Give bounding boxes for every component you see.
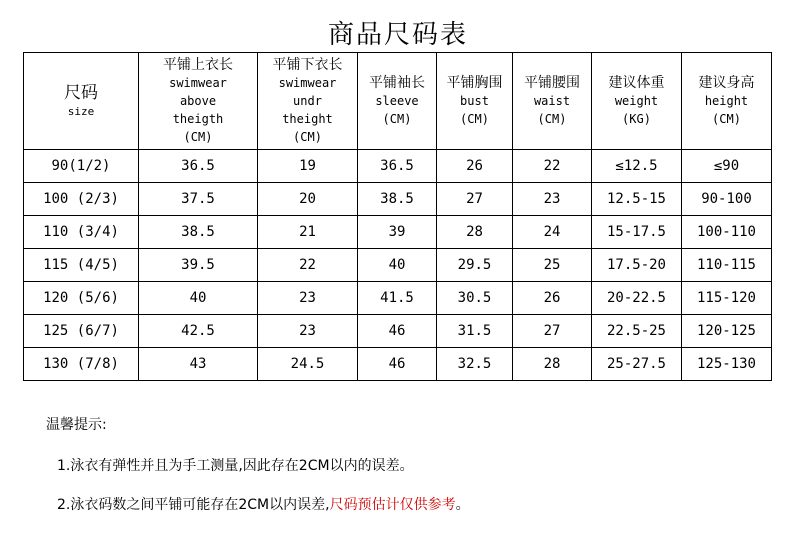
table-cell: 36.5 bbox=[358, 150, 437, 183]
table-cell: 110-115 bbox=[682, 249, 772, 282]
table-header-row bbox=[24, 53, 772, 150]
table-cell: ≤90 bbox=[682, 150, 772, 183]
table-cell: 20 bbox=[258, 183, 358, 216]
header-en: weight bbox=[614, 94, 659, 108]
table-cell: 23 bbox=[258, 282, 358, 315]
table-row bbox=[24, 315, 772, 348]
header-en: above bbox=[179, 94, 217, 108]
header-en: sleeve bbox=[375, 94, 419, 108]
size-cell: 130 (7/8) bbox=[24, 348, 139, 381]
header-en: height bbox=[704, 94, 749, 108]
header-cn: 平铺腰围 bbox=[524, 75, 580, 91]
table-cell: 27 bbox=[437, 183, 513, 216]
table-cell: 28 bbox=[437, 216, 513, 249]
size-cell: 125 (6/7) bbox=[24, 315, 139, 348]
table-cell: 39.5 bbox=[139, 249, 258, 282]
table-cell: 36.5 bbox=[139, 150, 258, 183]
header-en: swimwear bbox=[169, 76, 227, 90]
note-2-text: 2.泳衣码数之间平铺可能存在2CM以内误差, bbox=[57, 497, 330, 513]
header-en: (CM) bbox=[460, 112, 489, 126]
header-cn: 平铺胸围 bbox=[446, 75, 503, 91]
header-cn: 平铺上衣长 bbox=[163, 57, 233, 73]
table-cell: 23 bbox=[258, 315, 358, 348]
table-cell: 120-125 bbox=[682, 315, 772, 348]
table-cell: 40 bbox=[139, 282, 258, 315]
table-cell: 46 bbox=[358, 315, 437, 348]
header-cn: 平铺下衣长 bbox=[272, 57, 343, 73]
table-cell: 46 bbox=[358, 348, 437, 381]
table-cell: 25 bbox=[513, 249, 592, 282]
size-cell: 110 (3/4) bbox=[24, 216, 139, 249]
table-cell: 25-27.5 bbox=[592, 348, 682, 381]
table-row bbox=[24, 183, 772, 216]
table-cell: 22.5-25 bbox=[592, 315, 682, 348]
table-cell: 100-110 bbox=[682, 216, 772, 249]
table-cell: 38.5 bbox=[139, 216, 258, 249]
table-cell: 17.5-20 bbox=[592, 249, 682, 282]
tips-title: 温馨提示: bbox=[46, 417, 107, 433]
table-cell: 41.5 bbox=[358, 282, 437, 315]
table-row bbox=[24, 282, 772, 315]
table-cell: 37.5 bbox=[139, 183, 258, 216]
header-en: swimwear bbox=[278, 76, 337, 90]
table-cell: 24 bbox=[513, 216, 592, 249]
header-en: (CM) bbox=[183, 130, 213, 144]
table-body bbox=[24, 150, 772, 381]
note-2-highlight: 尺码预估计仅供参考 bbox=[329, 497, 456, 513]
table-cell: 125-130 bbox=[682, 348, 772, 381]
table-cell: 19 bbox=[258, 150, 358, 183]
table-row bbox=[24, 249, 772, 282]
size-cell: 100 (2/3) bbox=[24, 183, 139, 216]
table-cell: 31.5 bbox=[437, 315, 513, 348]
table-row bbox=[24, 150, 772, 183]
size-chart-table bbox=[23, 52, 772, 381]
table-cell: 24.5 bbox=[258, 348, 358, 381]
header-cn: 建议身高 bbox=[698, 75, 755, 91]
header-cn: 建议体重 bbox=[608, 75, 665, 91]
header-en: (CM) bbox=[293, 130, 322, 144]
header-waist bbox=[513, 53, 592, 150]
note-1: 1.泳衣有弹性并且为手工测量,因此存在2CM以内的误差。 bbox=[57, 458, 414, 474]
header-en: size bbox=[67, 105, 95, 118]
header-en: (CM) bbox=[712, 112, 741, 126]
header-en: (CM) bbox=[382, 112, 412, 126]
size-cell: 115 (4/5) bbox=[24, 249, 139, 282]
table-row bbox=[24, 348, 772, 381]
header-en: bust bbox=[460, 94, 489, 108]
table-cell: 20-22.5 bbox=[592, 282, 682, 315]
table-cell: ≤12.5 bbox=[592, 150, 682, 183]
header-cn: 平铺袖长 bbox=[369, 75, 425, 91]
table-cell: 39 bbox=[358, 216, 437, 249]
table-cell: 115-120 bbox=[682, 282, 772, 315]
header-sleeve bbox=[358, 53, 437, 150]
size-cell: 90(1/2) bbox=[24, 150, 139, 183]
header-en: theigth bbox=[172, 112, 224, 126]
size-cell: 120 (5/6) bbox=[24, 282, 139, 315]
header-en: theight bbox=[282, 112, 333, 126]
table-cell: 30.5 bbox=[437, 282, 513, 315]
header-weight bbox=[592, 53, 682, 150]
note-2 bbox=[57, 494, 470, 514]
page-title: 商品尺码表 bbox=[327, 20, 468, 50]
table-cell: 28 bbox=[513, 348, 592, 381]
header-en: waist bbox=[533, 94, 571, 108]
table-cell: 42.5 bbox=[139, 315, 258, 348]
header-en: (CM) bbox=[537, 112, 567, 126]
header-bottom-length bbox=[258, 53, 358, 150]
table-cell: 26 bbox=[437, 150, 513, 183]
header-height bbox=[682, 53, 772, 150]
table-cell: 43 bbox=[139, 348, 258, 381]
header-bust bbox=[437, 53, 513, 150]
header-en: undr bbox=[293, 94, 322, 108]
table-cell: 38.5 bbox=[358, 183, 437, 216]
table-cell: 32.5 bbox=[437, 348, 513, 381]
table-cell: 29.5 bbox=[437, 249, 513, 282]
table-cell: 23 bbox=[513, 183, 592, 216]
header-size bbox=[24, 53, 139, 150]
table-cell: 22 bbox=[513, 150, 592, 183]
table-cell: 40 bbox=[358, 249, 437, 282]
table-cell: 15-17.5 bbox=[592, 216, 682, 249]
table-cell: 90-100 bbox=[682, 183, 772, 216]
table-cell: 12.5-15 bbox=[592, 183, 682, 216]
header-cn: 尺码 bbox=[64, 83, 98, 103]
note-2-end: 。 bbox=[455, 497, 470, 513]
header-en: (KG) bbox=[622, 112, 651, 126]
table-cell: 21 bbox=[258, 216, 358, 249]
table-cell: 26 bbox=[513, 282, 592, 315]
header-top-length bbox=[139, 53, 258, 150]
table-cell: 27 bbox=[513, 315, 592, 348]
table-cell: 22 bbox=[258, 249, 358, 282]
table-row bbox=[24, 216, 772, 249]
